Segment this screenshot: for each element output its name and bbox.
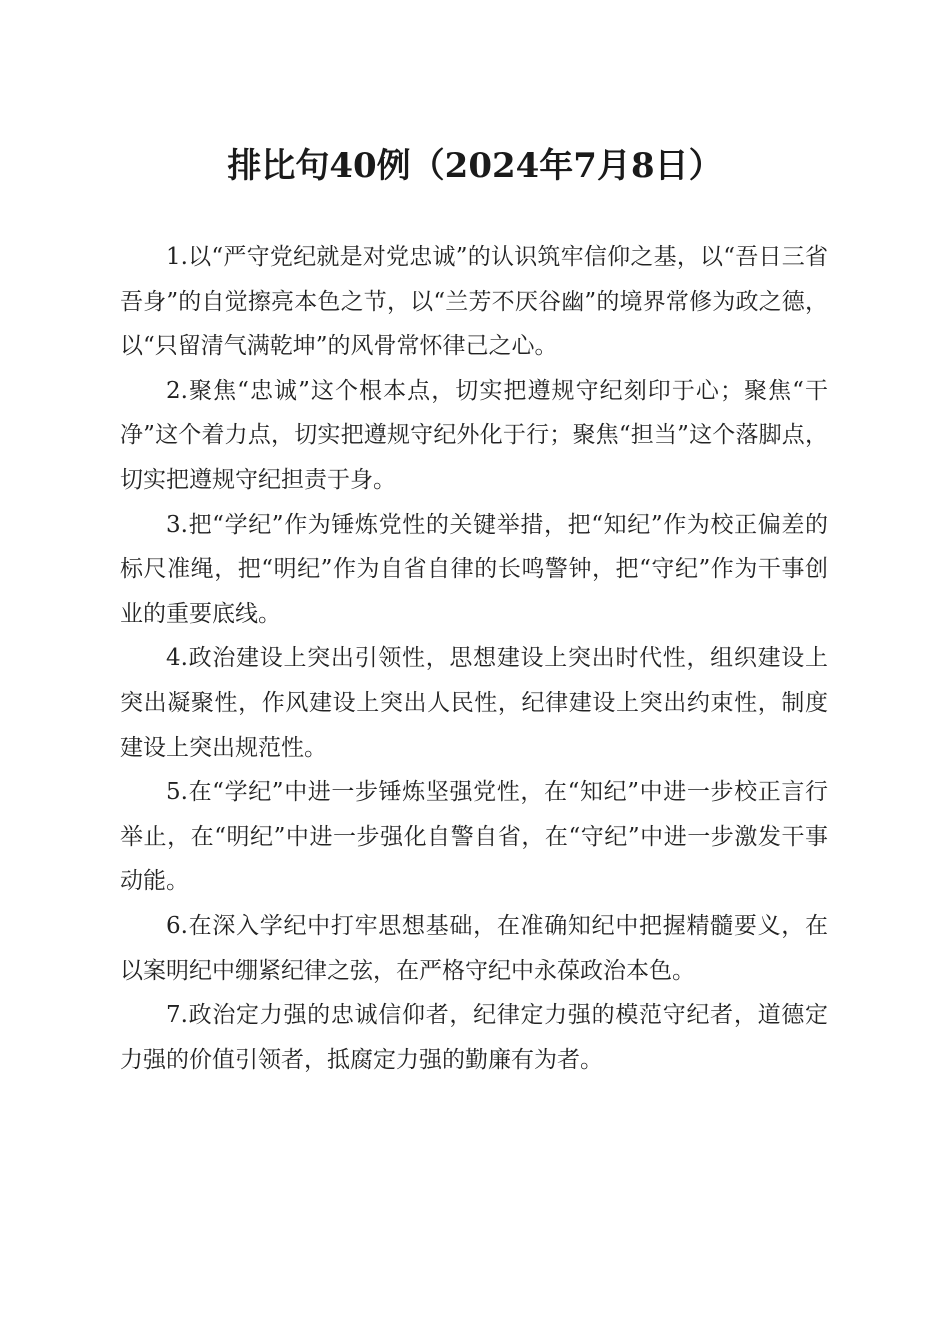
paragraph-6: 6.在深入学纪中打牢思想基础，在准确知纪中把握精髓要义，在以案明纪中绷紧纪律之弦，在严格守纪中永葆政治本色。 <box>120 912 828 984</box>
paragraph-1: 1.以“严守党纪就是对党忠诚”的认识筑牢信仰之基，以“吾日三省吾身”的自觉擦亮本色之节，以“兰芳不厌谷幽”的境界常修为政之德，以“只留清气满乾坤”的风骨常怀律己之心。 <box>120 244 828 360</box>
paragraph-5: 5.在“学纪”中进一步锤炼坚强党性，在“知纪”中进一步校正言行举止，在“明纪”中进一步强化自警自省，在“守纪”中进一步激发干事动能。 <box>120 779 828 895</box>
document-title: 排比句40例（2024年7月8日） <box>227 146 723 186</box>
paragraph-7: 7.政治定力强的忠诚信仰者，纪律定力强的模范守纪者，道德定力强的价值引领者，抵腐定力强的勤廉有为者。 <box>120 1002 828 1073</box>
paragraph-3: 3.把“学纪”作为锤炼党性的关键举措，把“知纪”作为校正偏差的标尺准绳，把“明纪”作为自省自律的长鸣警钟，把“守纪”作为干事创业的重要底线。 <box>120 511 828 627</box>
paragraph-4: 4.政治建设上突出引领性，思想建设上突出时代性，组织建设上突出凝聚性，作风建设上突出人民性，纪律建设上突出约束性，制度建设上突出规范性。 <box>120 645 828 761</box>
paragraph-2: 2.聚焦“忠诚”这个根本点，切实把遵规守纪刻印于心；聚焦“干净”这个着力点，切实把遵规守纪外化于行；聚焦“担当”这个落脚点，切实把遵规守纪担责于身。 <box>120 377 828 493</box>
document-body <box>120 235 828 1082</box>
